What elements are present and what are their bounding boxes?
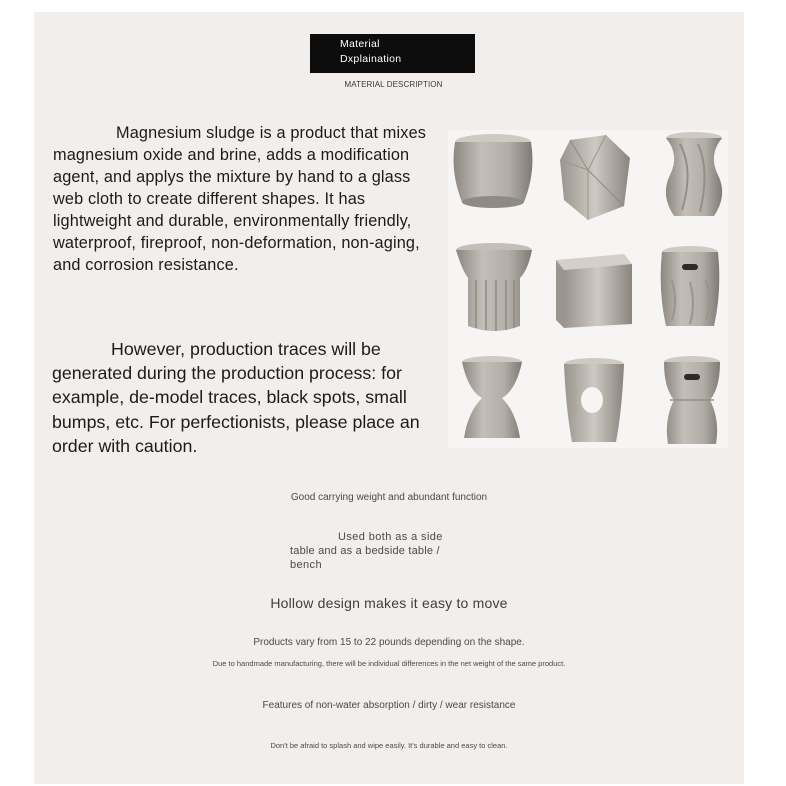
feature-weight-note: Due to handmade manufacturing, there will be individual differences in the net weight of the same product.: [212, 659, 566, 668]
stool-handle-hourglass: [664, 356, 720, 444]
stool-fluted: [456, 243, 532, 331]
material-paragraph: Magnesium sludge is a product that mixes magnesium oxide and brine, adds a modification agent, and applys the mixture by hand to a glass web cloth to create different shapes. It has lightweight and durable, environmentally friendly, waterproof, fireproof, non-deformation, non-aging, and corrosion resistance.: [53, 124, 427, 274]
feature-resistance: Features of non-water absorption / dirty / wear resistance: [262, 700, 516, 711]
feature-usage-line-1: Used both as a side: [338, 531, 443, 543]
stool-faceted: [560, 135, 630, 220]
feature-usage-line-3: bench: [290, 559, 322, 571]
feature-usage-line-2: table and as a bedside table /: [290, 545, 440, 557]
stool-handle-drum: [661, 246, 720, 326]
stool-drum: [454, 134, 533, 208]
feature-weight: Products vary from 15 to 22 pounds depending on the shape.: [253, 637, 525, 648]
stool-twisted: [666, 132, 722, 216]
header-line-1: Material: [340, 38, 380, 50]
product-image-grid: [448, 130, 728, 448]
caution-paragraph: However, production traces will be generated during the production process: for example, de-model traces, black spots, small bumps, etc. For perfectionists, please place an order with caution.: [52, 339, 420, 456]
stool-hourglass: [462, 356, 522, 438]
feature-resistance-note: Don't be afraid to splash and wipe easily. It's durable and easy to clean.: [270, 741, 508, 750]
feature-carrying: Good carrying weight and abundant function: [290, 492, 488, 503]
feature-hollow: Hollow design makes it easy to move: [270, 595, 508, 611]
stool-cube: [556, 254, 632, 328]
header-label: [310, 34, 475, 73]
stool-hollow-arch: [564, 358, 624, 442]
header-line-2: Dxplaination: [340, 53, 402, 65]
section-subtitle: MATERIAL DESCRIPTION: [344, 80, 443, 89]
